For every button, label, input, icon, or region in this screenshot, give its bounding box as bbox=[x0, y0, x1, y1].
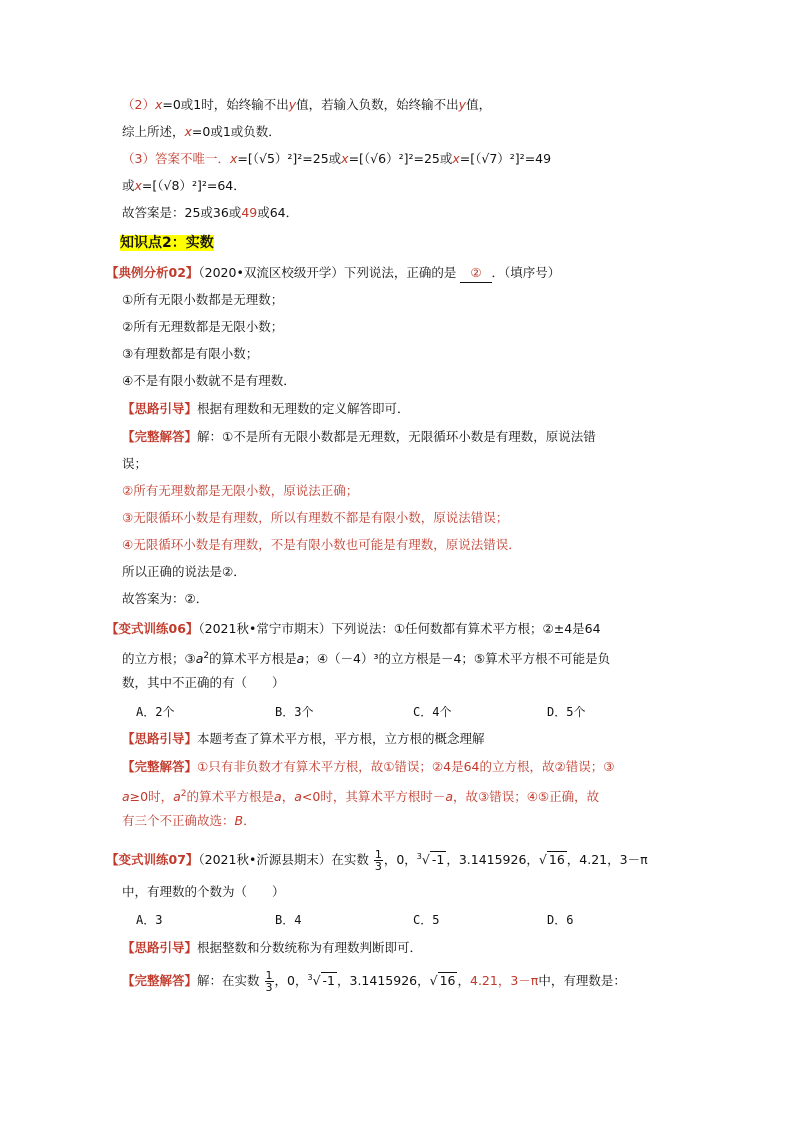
ex06-hint: 【思路引导】本题考查了算术平方根，平方根，立方根的概念理解 bbox=[122, 731, 485, 746]
ex02-option-1: ①所有无限小数都是无理数； bbox=[122, 292, 284, 307]
ex06-option-c: C．4个 bbox=[413, 705, 452, 719]
ex06-solution-1: 【完整解答】①只有非负数才有算术平方根，故①错误；②4是64的立方根，故②错误；③ bbox=[122, 759, 615, 774]
ex07-option-c: C．5 bbox=[413, 913, 440, 927]
ex06-solution-2: a≥0时，$a^2$的算术平方根是a，a<0时，其算术平方根时－a，故③错误；④⑤正确，故 bbox=[122, 789, 600, 805]
ex02-solution-2: 误； bbox=[122, 456, 148, 471]
line-part3: （3）答案不唯一．x=[（√5）²]²=25或x=[（√6）²]²=25或x=[（√7）²]²=49 bbox=[122, 151, 552, 166]
ex06-question-2: 的立方根；$③a^2$的算术平方根是a；④（－4）³的立方根是－4；⑤算术平方根不可能是负 bbox=[122, 651, 611, 667]
ex06-option-d: D．5个 bbox=[547, 705, 586, 719]
line-answer: 故答案是：25或36或49或64． bbox=[122, 205, 299, 220]
ex02-solution-6: 所以正确的说法是②． bbox=[122, 564, 246, 579]
ex07-solution-1: 【完整解答】解：在实数 $\frac{1}{3}$ ，0，$^3$√ -1 ，3.1415926，√ 16 ，4.21，3－π中，有理数是： bbox=[122, 969, 626, 995]
ex06-solution-3: 有三个不正确故选：B． bbox=[122, 813, 256, 828]
ex02-solution-7: 故答案为：②． bbox=[122, 591, 209, 606]
ex02-solution-1: 【完整解答】解：①不是所有无限小数都是无理数，无限循环小数是有理数，原说法错 bbox=[122, 429, 596, 444]
ex02-question: 【典例分析02】（2020•双流区校级开学）下列说法，正确的是 ② ．（填序号） bbox=[106, 264, 560, 283]
line-part3-cont: 或x=[（√8）²]²=64． bbox=[122, 178, 246, 193]
ex02-option-2: ②所有无理数都是无限小数； bbox=[122, 319, 284, 334]
ex07-option-b: B．4 bbox=[275, 913, 302, 927]
ex07-option-d: D．6 bbox=[547, 913, 574, 927]
ex07-question-2: 中，有理数的个数为（ ） bbox=[122, 884, 285, 899]
ex02-hint: 【思路引导】根据有理数和无理数的定义解答即可． bbox=[122, 401, 410, 416]
ex07-hint: 【思路引导】根据整数和分数统称为有理数判断即可． bbox=[122, 940, 423, 955]
ex07-question-1: 【变式训练07】（2021秋•沂源县期末）在实数 $\frac{1}{3}$ ，0，$^3$√ -1 ，3.1415926，√ 16 ，4.21，3－π bbox=[106, 848, 648, 874]
ex07-option-a: A．3 bbox=[136, 913, 163, 927]
ex02-option-3: ③有理数都是有限小数； bbox=[122, 346, 259, 361]
ex06-option-a: A．2个 bbox=[136, 705, 175, 719]
line-part2: （2）x=0或1时，始终输不出y值，若输入负数，始终输不出y值， bbox=[122, 97, 492, 112]
ex02-option-4: ④不是有限小数就不是有理数． bbox=[122, 373, 296, 388]
fraction-one-third: $\frac{1}{3}$ bbox=[374, 848, 382, 874]
ex02-solution-5: ④无限循环小数是有理数，不是有限小数也可能是有理数，原说法错误． bbox=[122, 537, 521, 552]
line-summary: 综上所述，x=0或1或负数． bbox=[122, 124, 281, 139]
ex02-answer-blank: ② bbox=[460, 264, 491, 283]
section-title: 知识点2：实数 bbox=[120, 235, 214, 251]
ex06-question-3: 数，其中不正确的有（ ） bbox=[122, 675, 285, 690]
ex06-question-1: 【变式训练06】（2021秋•常宁市期末）下列说法：①任何数都有算术平方根；②±4是64 bbox=[106, 621, 601, 636]
ex02-solution-4: ③无限循环小数是有理数，所以有理数不都是有限小数，原说法错误； bbox=[122, 510, 509, 525]
fraction-one-third-2: $\frac{1}{3}$ bbox=[265, 969, 273, 995]
ex02-solution-3: ②所有无理数都是无限小数，原说法正确； bbox=[122, 483, 359, 498]
ex06-option-b: B．3个 bbox=[275, 705, 314, 719]
